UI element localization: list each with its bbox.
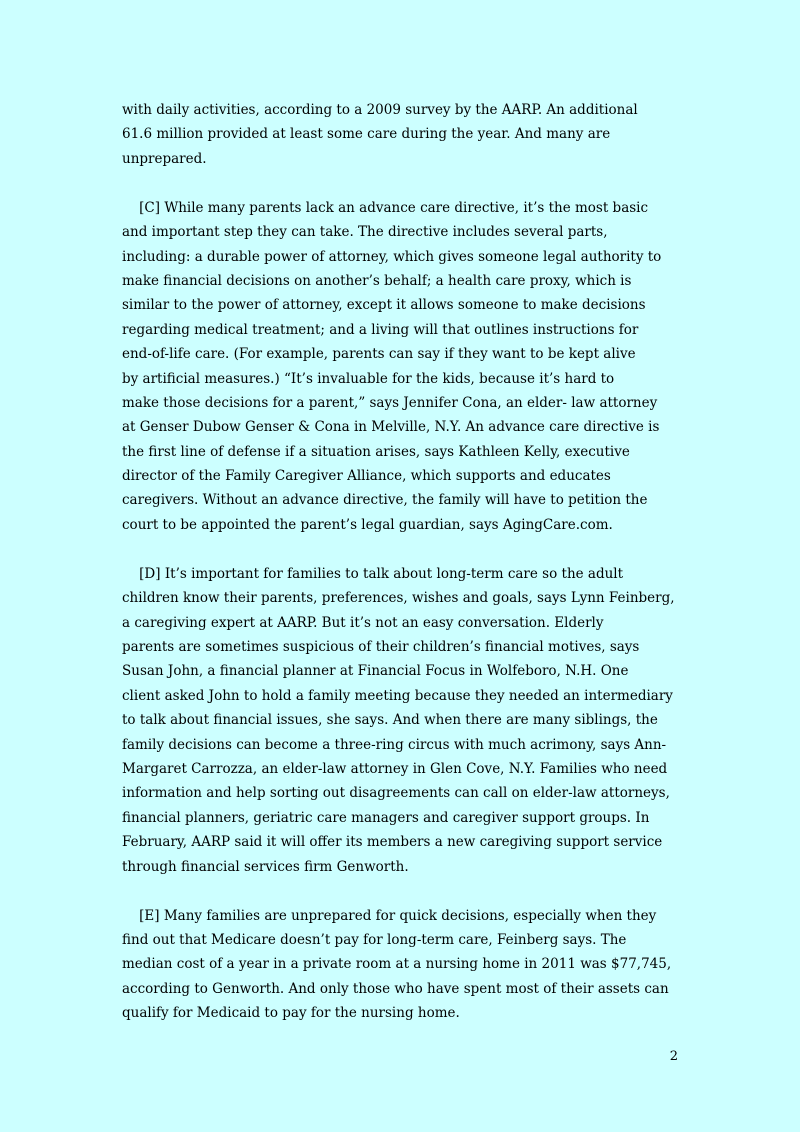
text-line: February, AARP said it will offer its members a new caregiving support service (122, 834, 663, 851)
text-line: according to Genworth. And only those who have spent most of their assets can (122, 980, 669, 997)
text-line: end-of-life care. (For example, parents can say if they want to be kept alive (122, 346, 636, 363)
paragraph-c (122, 196, 682, 537)
text-line: information and help sorting out disagreements can call on elder-law attorneys, (122, 785, 670, 802)
text-line: by artificial measures.) “It’s invaluable for the kids, because it’s hard to (122, 370, 615, 387)
text-line: to talk about financial issues, she says. And when there are many siblings, the (122, 712, 658, 729)
text-line: qualify for Medicaid to pay for the nursing home. (122, 1005, 460, 1022)
text-line: financial planners, geriatric care managers and caregiver support groups. In (122, 809, 650, 826)
text-line: the first line of defense if a situation arises, says Kathleen Kelly, executive (122, 443, 630, 460)
text-line: caregivers. Without an advance directive, the family will have to petition the (122, 492, 648, 509)
text-line: through financial services firm Genworth. (122, 858, 409, 875)
text-line: similar to the power of attorney, except it allows someone to make decisions (122, 297, 646, 314)
paragraph-d (122, 562, 682, 879)
text-line: a caregiving expert at AARP. But it’s not an easy conversation. Elderly (122, 614, 604, 631)
page-number: 2 (669, 1049, 678, 1064)
text-line: unprepared. (122, 150, 207, 167)
text-line: 61.6 million provided at least some care during the year. And many are (122, 126, 611, 143)
text-line: find out that Medicare doesn’t pay for long-term care, Feinberg says. The (122, 931, 627, 948)
text-line: [E] Many families are unprepared for quick decisions, especially when they (122, 907, 657, 924)
text-line: [C] While many parents lack an advance care directive, it’s the most basic (122, 199, 649, 216)
text-line: median cost of a year in a private room at a nursing home in 2011 was $77,745, (122, 956, 672, 973)
text-line: director of the Family Caregiver Alliance, which supports and educates (122, 468, 611, 485)
text-line: client asked John to hold a family meeting because they needed an intermediary (122, 687, 673, 704)
paragraph-e (122, 904, 682, 1026)
text-line: children know their parents, preferences, wishes and goals, says Lynn Feinberg, (122, 590, 675, 607)
text-line: with daily activities, according to a 2009 survey by the AARP. An additional (122, 102, 638, 118)
text-line: make financial decisions on another’s behalf; a health care proxy, which is (122, 272, 632, 289)
text-line: regarding medical treatment; and a living will that outlines instructions for (122, 321, 639, 338)
text-line: family decisions can become a three-ring circus with much acrimony, says Ann- (122, 736, 667, 753)
text-line: at Genser Dubow Genser & Cona in Melville, N.Y. An advance care directive is (122, 419, 660, 436)
text-line: [D] It’s important for families to talk about long-term care so the adult (122, 565, 624, 582)
text-line: court to be appointed the parent’s legal guardian, says AgingCare.com. (122, 516, 613, 533)
text-line: parents are sometimes suspicious of their children’s financial motives, says (122, 639, 640, 655)
text-line: make those decisions for a parent,” says Jennifer Cona, an elder- law attorney (122, 394, 658, 411)
text-line: and important step they can take. The directive includes several parts, (122, 224, 608, 241)
paragraph-intro-continuation (122, 98, 682, 171)
text-line: including: a durable power of attorney, which gives someone legal authority to (122, 248, 662, 265)
document-body (122, 98, 682, 1050)
text-line: Susan John, a financial planner at Financial Focus in Wolfeboro, N.H. One (122, 663, 629, 680)
text-line: Margaret Carrozza, an elder-law attorney in Glen Cove, N.Y. Families who need (122, 760, 668, 777)
